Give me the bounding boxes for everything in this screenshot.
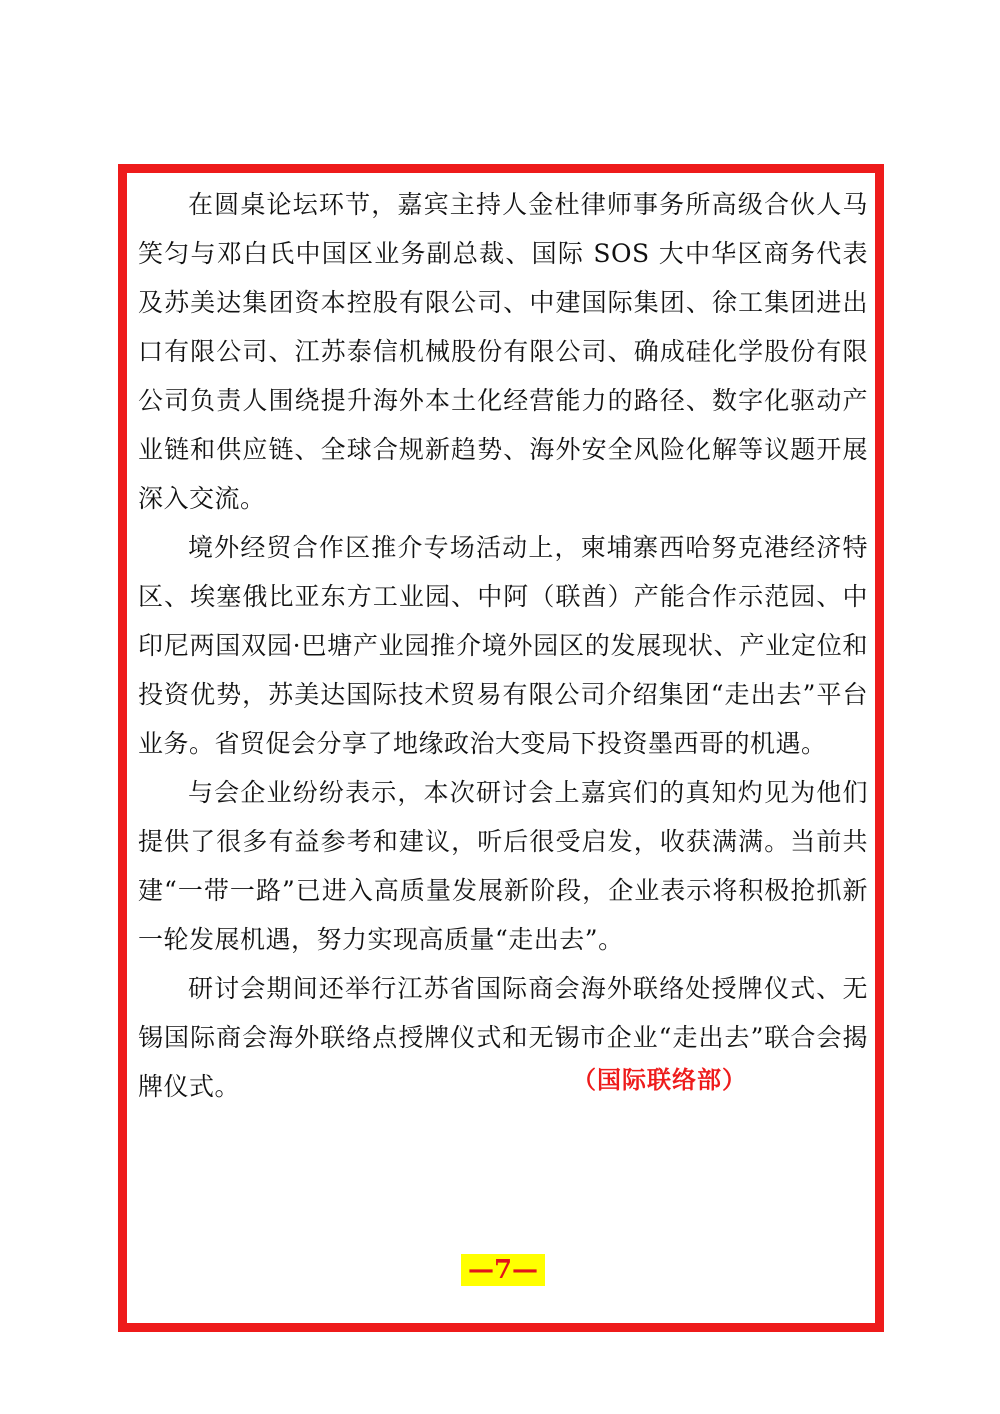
paragraph-roundtable: 在圆桌论坛环节，嘉宾主持人金杜律师事务所高级合伙人马笑匀与邓白氏中国区业务副总裁、国际 SOS 大中华区商务代表及苏美达集团资本控股有限公司、中建国际集团、徐工集团进出口有限公司、江苏泰信机械股份有限公司、确成硅化学股份有限公司负责人围绕提升海外本土化经营能力的路径、数字化驱动产业链和供应链、全球合规新趋势、海外安全风险化解等议题开展深入交流。 — [138, 190, 868, 513]
paragraph-ceremony: 研讨会期间还举行江苏省国际商会海外联络处授牌仪式、无锡国际商会海外联络点授牌仪式和无锡市企业“走出去”联合会揭牌仪式。 — [138, 974, 868, 1101]
page-number: —7— — [461, 1254, 545, 1286]
article-body — [138, 180, 868, 1111]
paragraph-overseas-zones: 境外经贸合作区推介专场活动上，柬埔寨西哈努克港经济特区、埃塞俄比亚东方工业园、中阿（联酋）产能合作示范园、中印尼两国双园·巴塘产业园推介境外园区的发展现状、产业定位和投资优势，苏美达国际技术贸易有限公司介绍集团“走出去”平台业务。省贸促会分享了地缘政治大变局下投资墨西哥的机遇。 — [138, 533, 868, 758]
paragraph-enterprise-feedback: 与会企业纷纷表示，本次研讨会上嘉宾们的真知灼见为他们提供了很多有益参考和建议，听后很受启发，收获满满。当前共建“一带一路”已进入高质量发展新阶段，企业表示将积极抢抓新一轮发展机遇，努力实现高质量“走出去”。 — [138, 778, 868, 954]
department-signature: （国际联络部） — [572, 1065, 747, 1094]
